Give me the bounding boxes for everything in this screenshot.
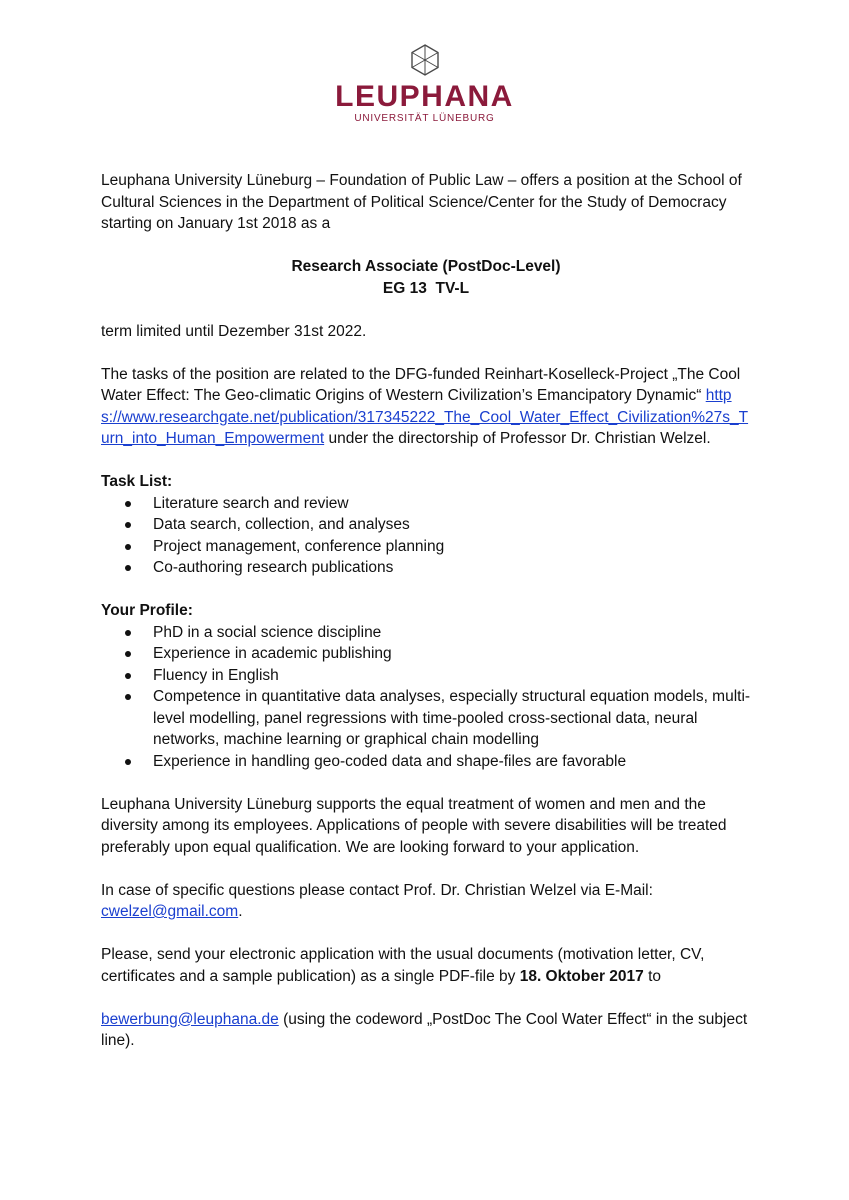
list-item: Fluency in English bbox=[101, 665, 751, 687]
tasks-outro: under the directorship of Professor Dr. Christian Welzel. bbox=[328, 430, 711, 447]
contact-paragraph bbox=[101, 880, 751, 923]
submission-email-link[interactable]: bewerbung@leuphana.de bbox=[101, 1010, 279, 1028]
term-paragraph: term limited until Dezember 31st 2022. bbox=[101, 322, 367, 340]
contact-text: In case of specific questions please contact Prof. Dr. Christian Welzel via E-Mail: bbox=[101, 881, 653, 899]
application-to: to bbox=[648, 967, 662, 985]
hexagon-cube-icon bbox=[411, 44, 439, 76]
application-text: Please, send your electronic application with the usual documents (motivation letter, CV, certificates and a sample publication) as a single PDF-file by bbox=[101, 946, 705, 985]
equality-paragraph: Leuphana University Lüneburg supports the equal treatment of women and men and the diversity among its employees. Applications of people with severe disabilities will be treated preferably upon equal qualification. We are looking forward to your application. bbox=[101, 795, 727, 856]
logo bbox=[0, 44, 849, 125]
bullet-icon bbox=[125, 651, 131, 657]
bullet-icon bbox=[125, 694, 131, 700]
profile-heading: Your Profile: bbox=[101, 602, 193, 619]
bullet-icon bbox=[125, 544, 131, 550]
list-item: PhD in a social science discipline bbox=[101, 622, 751, 644]
logo-wordmark: LEUPHANA bbox=[335, 80, 514, 113]
project-paragraph bbox=[101, 364, 751, 450]
submission-paragraph bbox=[101, 1009, 751, 1052]
contact-email-link[interactable]: cwelzel@gmail.com bbox=[101, 903, 239, 920]
list-item: Co-authoring research publications bbox=[101, 557, 751, 579]
bullet-icon bbox=[125, 501, 131, 507]
list-item: Experience in academic publishing bbox=[101, 643, 751, 665]
bullet-icon bbox=[125, 522, 131, 528]
tasks-intro: The tasks of the position are related to the DFG-funded Reinhart-Koselleck-Project „The Cool Water Effect: The Geo-climatic Origins of Western Civilization’s Emancipatory Dynamic“ bbox=[101, 365, 741, 404]
list-item: Experience in handling geo-coded data and shape-files are favorable bbox=[101, 751, 751, 773]
position-title: Research Associate (PostDoc-Level) bbox=[291, 258, 561, 275]
list-item: Project management, conference planning bbox=[101, 536, 751, 558]
profile-list bbox=[101, 622, 751, 773]
list-item: Literature search and review bbox=[101, 493, 751, 515]
project-link[interactable]: https://www.researchgate.net/publication/317345222_The_Cool_Water_Effect_Civilization%27s_Turn_into_Human_Empowerment bbox=[101, 387, 749, 447]
logo-subtitle: UNIVERSITÄT LÜNEBURG bbox=[354, 113, 495, 124]
application-deadline: 18. Oktober 2017 bbox=[519, 967, 644, 985]
bullet-icon bbox=[125, 759, 131, 765]
intro-paragraph: Leuphana University Lüneburg – Foundation of Public Law – offers a position at the School of Cultural Sciences in the Department of Political Science/Center for the Study of Democracy starting on January 1st 2018 as a bbox=[101, 172, 742, 232]
submission-note: (using the codeword „PostDoc The Cool Water Effect“ in the subject line). bbox=[101, 1010, 748, 1049]
pay-grade: EG 13 TV-L bbox=[382, 279, 470, 297]
application-paragraph bbox=[101, 944, 751, 987]
bullet-icon bbox=[125, 673, 131, 679]
bullet-icon bbox=[125, 630, 131, 636]
contact-period: . bbox=[238, 903, 243, 920]
list-item: Data search, collection, and analyses bbox=[101, 514, 751, 536]
task-list bbox=[101, 493, 751, 579]
document-body bbox=[101, 170, 751, 1052]
list-item: Competence in quantitative data analyses, especially structural equation models, multi-level modelling, panel regressions with time-pooled cross-sectional data, neural networks, machine learning or graphical chain modelling bbox=[101, 686, 751, 751]
bullet-icon bbox=[125, 565, 131, 571]
task-list-heading: Task List: bbox=[101, 473, 173, 490]
